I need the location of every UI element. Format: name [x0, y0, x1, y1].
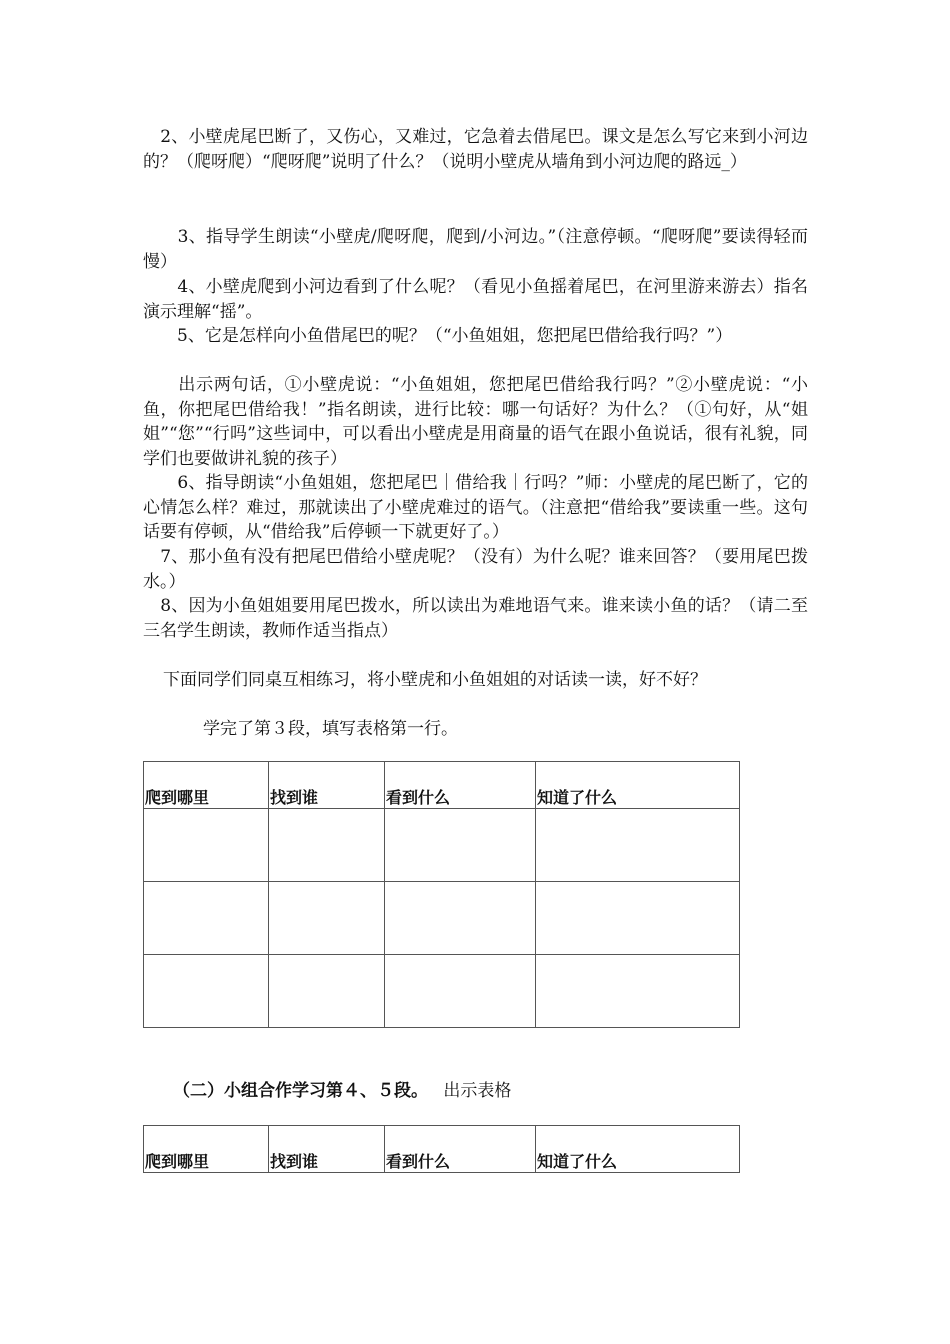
table-cell — [269, 882, 385, 955]
table-header-row — [144, 1126, 740, 1173]
paragraph-8: 8、因为小鱼姐姐要用尾巴拨水，所以读出为难地语气来。谁来读小鱼的话？（请二至三名学生朗读，教师作适当指点） — [143, 596, 808, 641]
table-cell — [269, 955, 385, 1028]
header-who: 找到谁 — [269, 762, 385, 809]
paragraph-2: 2、小壁虎尾巴断了，又伤心，又难过，它急着去借尾巴。课文是怎么写它来到小河边的？（爬呀爬）“爬呀爬”说明了什么？（说明小壁虎从墙角到小河边爬的路远_） — [143, 127, 808, 172]
paragraph-4: 4、小壁虎爬到小河边看到了什么呢？（看见小鱼摇着尾巴，在河里游来游去）指名演示理解“摇”。 — [143, 277, 808, 322]
header-saw: 看到什么 — [385, 1126, 536, 1173]
table-row — [144, 882, 740, 955]
practice-instruction: 下面同学们同桌互相练习，将小壁虎和小鱼姐姐的对话读一读，好不好？ — [163, 670, 707, 690]
table-header-row — [144, 762, 740, 809]
table-instruction: 学完了第３段，填写表格第一行。 — [203, 719, 458, 739]
paragraph-5-comparison: 出示两句话，①小壁虎说：“小鱼姐姐，您把尾巴借给我行吗？”②小壁虎说：“小鱼，你把尾巴借给我！”指名朗读，进行比较：哪一句话好？为什么？（①句好，从“姐姐”“您”“行吗”这些词中，可以看出小壁虎是用商量的语气在跟小鱼说话，很有礼貌，同学们也要做讲礼貌的孩子） — [143, 375, 808, 469]
header-where: 爬到哪里 — [144, 1126, 269, 1173]
header-saw: 看到什么 — [385, 762, 536, 809]
section-2-heading: （二）小组合作学习第４、５段。 — [173, 1081, 428, 1101]
table-cell — [269, 809, 385, 882]
header-learned: 知道了什么 — [536, 1126, 740, 1173]
table-cell — [144, 882, 269, 955]
section-2-note: 出示表格 — [443, 1081, 512, 1101]
table-row — [144, 955, 740, 1028]
table-section-3 — [143, 761, 740, 1028]
table-row — [144, 809, 740, 882]
header-who: 找到谁 — [269, 1126, 385, 1173]
paragraph-7: 7、那小鱼有没有把尾巴借给小壁虎呢？（没有）为什么呢？谁来回答？（要用尾巴拨水。） — [143, 547, 808, 592]
table-section-4-5 — [143, 1125, 740, 1173]
table-cell — [144, 809, 269, 882]
paragraph-5: 5、它是怎样向小鱼借尾巴的呢？（“小鱼姐姐，您把尾巴借给我行吗？”） — [143, 326, 733, 346]
table-cell — [385, 882, 536, 955]
header-learned: 知道了什么 — [536, 762, 740, 809]
section-2-heading-line — [173, 1079, 511, 1103]
table-cell — [385, 809, 536, 882]
header-where: 爬到哪里 — [144, 762, 269, 809]
table-cell — [385, 955, 536, 1028]
paragraph-3: 3、指导学生朗读“小壁虎/爬呀爬，爬到/小河边。”（注意停顿。“爬呀爬”要读得轻而慢） — [143, 227, 808, 272]
paragraph-6: 6、指导朗读“小鱼姐姐，您把尾巴｜借给我｜行吗？”师：小壁虎的尾巴断了，它的心情怎么样？难过，那就读出了小壁虎难过的语气。（注意把“借给我”要读重一些。这句话要有停顿，从“借给我”后停顿一下就更好了。） — [143, 473, 808, 542]
table-cell — [144, 955, 269, 1028]
table-cell — [536, 882, 740, 955]
table-cell — [536, 955, 740, 1028]
table-cell — [536, 809, 740, 882]
